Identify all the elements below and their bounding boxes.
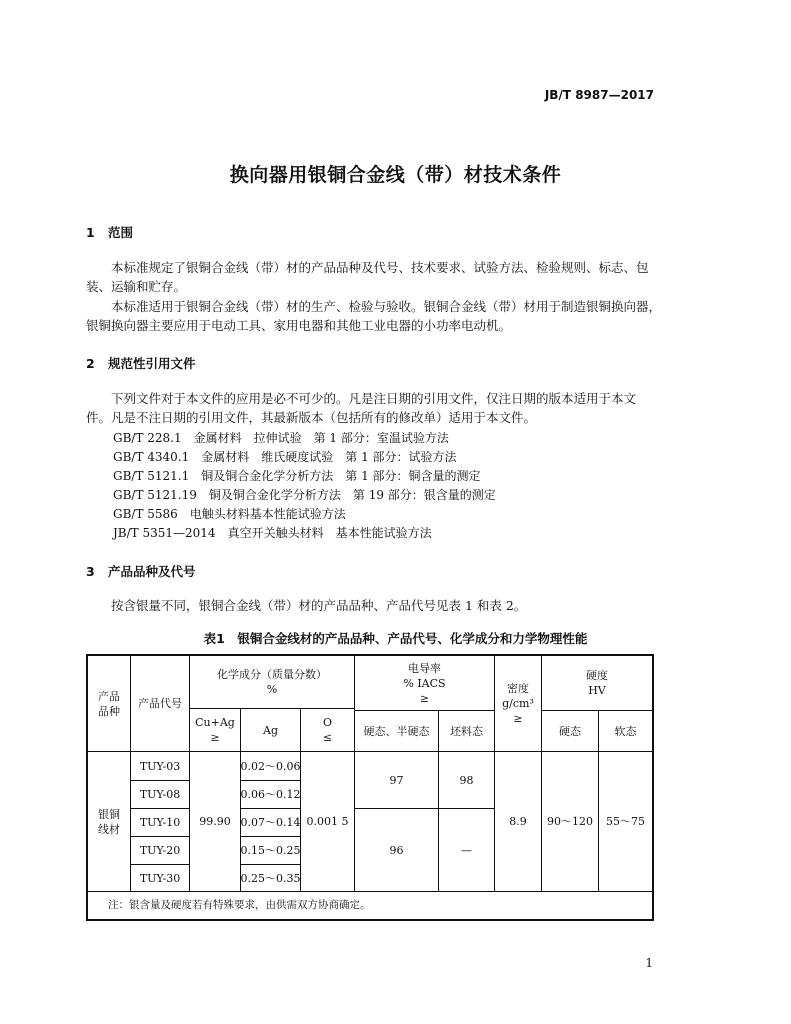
section-heading-products (86, 562, 196, 580)
cell-conductivity-hard: 96 (389, 843, 404, 857)
reference-item: GB/T 5121.19 铜及铜合金化学分析方法 第 19 部分：银含量的测定 (113, 488, 496, 502)
cell-ag: 0.15～0.25 (240, 844, 301, 857)
section-title: 规范性引用文件 (108, 356, 196, 371)
cell-conductivity-blank: — (461, 843, 472, 857)
scope-paragraph-2-line-1: 本标准适用于银铜合金线（带）材的生产、检验与验收。银铜合金线（带）材用于制造银铜换向器， (111, 299, 662, 314)
section-title: 产品品种及代号 (108, 564, 196, 579)
header-hardness: 硬度 HV (586, 669, 608, 697)
cell-ag: 0.02～0.06 (240, 759, 301, 773)
section-heading-normative (86, 354, 196, 372)
header-cu-ag: Cu+Ag ≥ (195, 716, 235, 744)
cell-variety: 银铜 线材 (98, 807, 120, 836)
header-composition: 化学成分（质量分数） % (217, 668, 327, 696)
header-hardness-soft: 软态 (614, 724, 637, 738)
header-conductivity: 电导率 % IACS ≥ (403, 661, 446, 705)
cell-code: TUY-10 (139, 816, 181, 829)
table-border (86, 919, 654, 921)
section-number: 1 (86, 225, 95, 240)
section-number: 3 (86, 564, 95, 579)
header-conductivity-hard: 硬态、半硬态 (363, 724, 430, 738)
page-number: 1 (645, 956, 653, 970)
normative-paragraph-line-1: 下列文件对于本文件的应用是必不可少的。凡是注日期的引用文件，仅注日期的版本适用于本文 (111, 391, 637, 406)
table-note: 注：银含量及硬度若有特殊要求，由供需双方协商确定。 (108, 899, 371, 911)
section-title: 范围 (108, 225, 134, 240)
cell-cu-ag: 99.90 (199, 815, 231, 828)
header-o: O ≤ (322, 716, 333, 744)
reference-item: GB/T 228.1 金属材料 拉伸试验 第 1 部分：室温试验方法 (113, 431, 449, 445)
standard-number: JB/T 8987—2017 (544, 88, 654, 102)
reference-item: GB/T 5121.1 铜及铜合金化学分析方法 第 1 部分：铜含量的测定 (113, 469, 481, 483)
scope-paragraph-1-line-1: 本标准规定了银铜合金线（带）材的产品品种及代号、技术要求、试验方法、检验规则、标志、包 (111, 260, 649, 275)
header-density: 密度 g/cm³ ≥ (502, 682, 534, 725)
header-variety: 产品 品种 (98, 689, 120, 718)
scope-paragraph-2-line-2: 银铜换向器主要应用于电动工具、家用电器和其他工业电器的小功率电动机。 (86, 318, 512, 333)
table-title: 表1 银铜合金线材的产品品种、产品代号、化学成分和力学物理性能 (203, 631, 588, 646)
header-hardness-hard: 硬态 (559, 724, 581, 738)
cell-code: TUY-08 (139, 788, 181, 801)
cell-ag: 0.06～0.12 (240, 788, 301, 801)
reference-item: JB/T 5351—2014 真空开关触头材料 基本性能试验方法 (113, 526, 432, 540)
reference-item: GB/T 4340.1 金属材料 维氏硬度试验 第 1 部分：试验方法 (113, 450, 457, 464)
cell-conductivity-hard: 97 (389, 773, 404, 787)
table-1 (86, 654, 654, 921)
cell-code: TUY-20 (139, 844, 181, 857)
document-title: 换向器用银铜合金线（带）材技术条件 (229, 164, 562, 186)
cell-conductivity-blank: 98 (459, 773, 474, 787)
products-paragraph: 按含银量不同，银铜合金线（带）材的产品品种、产品代号见表 1 和表 2。 (111, 598, 527, 613)
header-conductivity-blank: 坯料态 (450, 724, 483, 738)
cell-o: 0.001 5 (306, 815, 349, 828)
section-number: 2 (86, 356, 95, 371)
cell-density: 8.9 (509, 815, 527, 828)
section-heading-scope (86, 223, 133, 241)
cell-code: TUY-03 (139, 759, 181, 773)
scope-paragraph-1-line-2: 装、运输和贮存。 (86, 279, 187, 294)
cell-hardness-soft: 55～75 (606, 815, 645, 828)
normative-paragraph-line-2: 件。凡是不注日期的引用文件，其最新版本（包括所有的修改单）适用于本文件。 (86, 410, 537, 425)
header-code: 产品代号 (138, 697, 182, 710)
cell-code: TUY-30 (139, 871, 181, 885)
header-ag: Ag (263, 723, 278, 737)
table-border (652, 654, 654, 921)
cell-ag: 0.25～0.35 (240, 871, 301, 885)
cell-hardness-hard: 90～120 (547, 815, 593, 828)
cell-ag: 0.07～0.14 (240, 816, 301, 829)
reference-item: GB/T 5586 电触头材料基本性能试验方法 (113, 507, 346, 521)
